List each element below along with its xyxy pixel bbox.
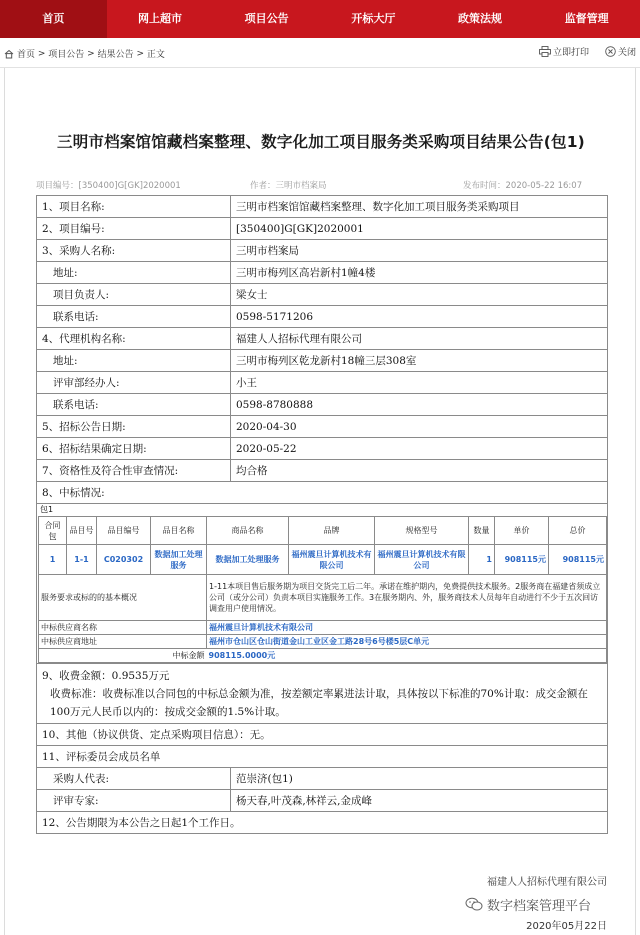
print-label: 立即打印	[552, 48, 589, 58]
crumb-result-notices[interactable]: 结果公告	[97, 50, 134, 60]
info-row	[37, 306, 608, 328]
fee-row	[37, 664, 608, 724]
award-header-cell: 总价	[549, 517, 607, 545]
info-label: 地址:	[37, 262, 231, 284]
award-header-cell: 品目名称	[151, 517, 207, 545]
info-label: 5、招标公告日期:	[37, 416, 231, 438]
award-item-cell: 908115元	[549, 545, 607, 575]
award-header-cell: 单价	[495, 517, 549, 545]
info-row	[37, 350, 608, 372]
award-item-cell: 1	[39, 545, 67, 575]
award-header-cell: 数量	[469, 517, 495, 545]
info-label: 地址:	[37, 350, 231, 372]
printer-icon	[539, 46, 551, 57]
info-value: 三明市档案馆馆藏档案整理、数字化加工项目服务类采购项目	[231, 196, 608, 218]
service-row	[39, 575, 607, 621]
award-detail-row	[37, 504, 608, 664]
award-header-cell: 品牌	[289, 517, 375, 545]
info-row	[37, 196, 608, 218]
info-value: 小王	[231, 372, 608, 394]
supplier-address-row	[39, 635, 607, 649]
award-item-cell: 数据加工处理服务	[207, 545, 289, 575]
info-row	[37, 438, 608, 460]
info-row	[37, 394, 608, 416]
service-label: 服务要求或标的的基本概况	[39, 575, 207, 621]
info-value: [350400]G[GK]2020001	[231, 218, 608, 240]
supplier-address: 福州市仓山区仓山街道金山工业区金工路28号6号楼5层C单元	[207, 635, 607, 649]
supplier-name-row	[39, 621, 607, 635]
award-items-table	[38, 516, 607, 663]
crumb-home[interactable]: 首页	[17, 50, 36, 60]
info-label: 4、代理机构名称:	[37, 328, 231, 350]
service-text: 1-11本项目售后服务期为项目交货完工后二年。承诺在维护期内，免费提供技术服务。2服务商在福建省须成立公司（或分公司）负责本项目实施服务工作。3在服务期内、外，服务商技术人员每年自动进行不少于五次回访调查用户使用情况。	[207, 575, 607, 621]
wechat-icon	[465, 897, 483, 912]
experts-label: 评审专家:	[37, 790, 231, 812]
nav-supervision[interactable]: 监督管理	[564, 12, 609, 25]
info-label: 联系电话:	[37, 394, 231, 416]
crumb-body: 正文	[146, 50, 165, 60]
info-row	[37, 218, 608, 240]
award-header-cell: 规格型号	[375, 517, 469, 545]
nav-bid-hall[interactable]: 开标大厅	[351, 12, 396, 25]
page-tools	[523, 45, 636, 58]
award-item-cell: 908115元	[495, 545, 549, 575]
experts-row	[37, 790, 608, 812]
info-label: 7、资格性及符合性审查情况:	[37, 460, 231, 482]
award-heading-row	[37, 482, 608, 504]
buyer-rep-label: 采购人代表:	[37, 768, 231, 790]
info-value: 2020-05-22	[231, 438, 608, 460]
info-value: 2020-04-30	[231, 416, 608, 438]
publish-time-meta: 发布时间：2020-05-22 16:07	[463, 181, 583, 191]
info-value: 三明市梅列区高岩新村1幢4楼	[231, 262, 608, 284]
info-label: 项目负责人:	[37, 284, 231, 306]
info-label: 3、采购人名称:	[37, 240, 231, 262]
period-row	[37, 812, 608, 834]
home-icon	[4, 49, 14, 59]
author-meta: 作者：三明市档案局	[250, 181, 327, 191]
crumb-project-notices[interactable]: 项目公告	[48, 50, 85, 60]
info-value: 福建人人招标代理有限公司	[231, 328, 608, 350]
info-label: 1、项目名称:	[37, 196, 231, 218]
result-notice-table	[36, 195, 608, 834]
info-row	[37, 284, 608, 306]
nav-online-market[interactable]: 网上超市	[138, 12, 182, 25]
info-row	[37, 328, 608, 350]
article-page	[4, 68, 636, 935]
award-item-cell: C020302	[97, 545, 151, 575]
close-label: 关闭	[617, 48, 636, 58]
award-item-cell: 数据加工处理服务	[151, 545, 207, 575]
print-button[interactable]	[539, 45, 589, 58]
info-label: 2、项目编号:	[37, 218, 231, 240]
info-label: 联系电话:	[37, 306, 231, 328]
package-label: 包1	[40, 505, 54, 514]
award-header-row	[39, 517, 607, 545]
award-header-cell: 合同包	[39, 517, 67, 545]
close-icon	[605, 46, 616, 57]
close-button[interactable]	[605, 45, 636, 58]
info-value: 梁女士	[231, 284, 608, 306]
award-heading: 8、中标情况:	[37, 482, 608, 504]
info-value: 均合格	[231, 460, 608, 482]
page-title: 三明市档案馆馆藏档案整理、数字化加工项目服务类采购项目结果公告(包1)	[57, 133, 585, 151]
award-header-cell: 品目号	[67, 517, 97, 545]
fee-amount: 9、收费金额：0.9535万元	[42, 669, 170, 682]
info-value: 0598-8780888	[231, 394, 608, 416]
breadcrumb-bar	[0, 38, 640, 68]
watermark	[465, 895, 591, 914]
award-item-cell: 福州震旦计算机技术有限公司	[375, 545, 469, 575]
committee-heading-row	[37, 746, 608, 768]
nav-policies[interactable]: 政策法规	[458, 12, 503, 25]
info-row	[37, 416, 608, 438]
award-item-cell: 1-1	[67, 545, 97, 575]
fee-standard: 收费标准：收费标准以合同包的中标总金额为准，按差额定率累进法计取，具体按以下标准的70%计取：成交金额在100万元人民币以内的：按成交金额的1.5%计取。	[50, 687, 588, 718]
info-value: 0598-5171206	[231, 306, 608, 328]
watermark-text: 数字档案管理平台	[487, 899, 592, 914]
top-nav	[0, 0, 640, 38]
award-header-cell: 品目编号	[97, 517, 151, 545]
project-number-meta: 项目编号：[350400]G[GK]2020001	[36, 181, 181, 191]
supplier-name: 福州震旦计算机技术有限公司	[207, 621, 607, 635]
info-row	[37, 262, 608, 284]
award-item-cell: 1	[469, 545, 495, 575]
info-row	[37, 372, 608, 394]
nav-home[interactable]: 首页	[0, 0, 107, 38]
info-label: 6、招标结果确定日期:	[37, 438, 231, 460]
breadcrumb: 首页 > 项目公告 > 结果公告 > 正文	[4, 47, 165, 60]
award-amount-label: 中标金额	[39, 649, 207, 663]
footer-date: 2020年05月22日	[526, 921, 607, 932]
experts-value: 杨天春,叶茂森,林祥云,金成峰	[231, 790, 608, 812]
info-value: 三明市档案局	[231, 240, 608, 262]
buyer-rep-row	[37, 768, 608, 790]
info-row	[37, 460, 608, 482]
committee-heading: 11、评标委员会成员名单	[37, 746, 608, 768]
nav-project-notices[interactable]: 项目公告	[244, 12, 289, 25]
award-header-cell: 商品名称	[207, 517, 289, 545]
info-row	[37, 240, 608, 262]
info-label: 评审部经办人:	[37, 372, 231, 394]
supplier-address-label: 中标供应商地址	[39, 635, 207, 649]
buyer-rep-value: 范崇济(包1)	[231, 768, 608, 790]
award-amount: 908115.0000元	[207, 649, 607, 663]
other-row	[37, 724, 608, 746]
footer-company: 福建人人招标代理有限公司	[487, 877, 607, 888]
notice-period: 12、公告期限为本公告之日起1个工作日。	[37, 812, 608, 834]
award-item-cell: 福州震旦计算机技术有限公司	[289, 545, 375, 575]
award-amount-row	[39, 649, 607, 663]
info-value: 三明市梅列区乾龙新村18幢三层308室	[231, 350, 608, 372]
award-item-row	[39, 545, 607, 575]
supplier-name-label: 中标供应商名称	[39, 621, 207, 635]
other-info: 10、其他（协议供货、定点采购项目信息）：无。	[37, 724, 608, 746]
